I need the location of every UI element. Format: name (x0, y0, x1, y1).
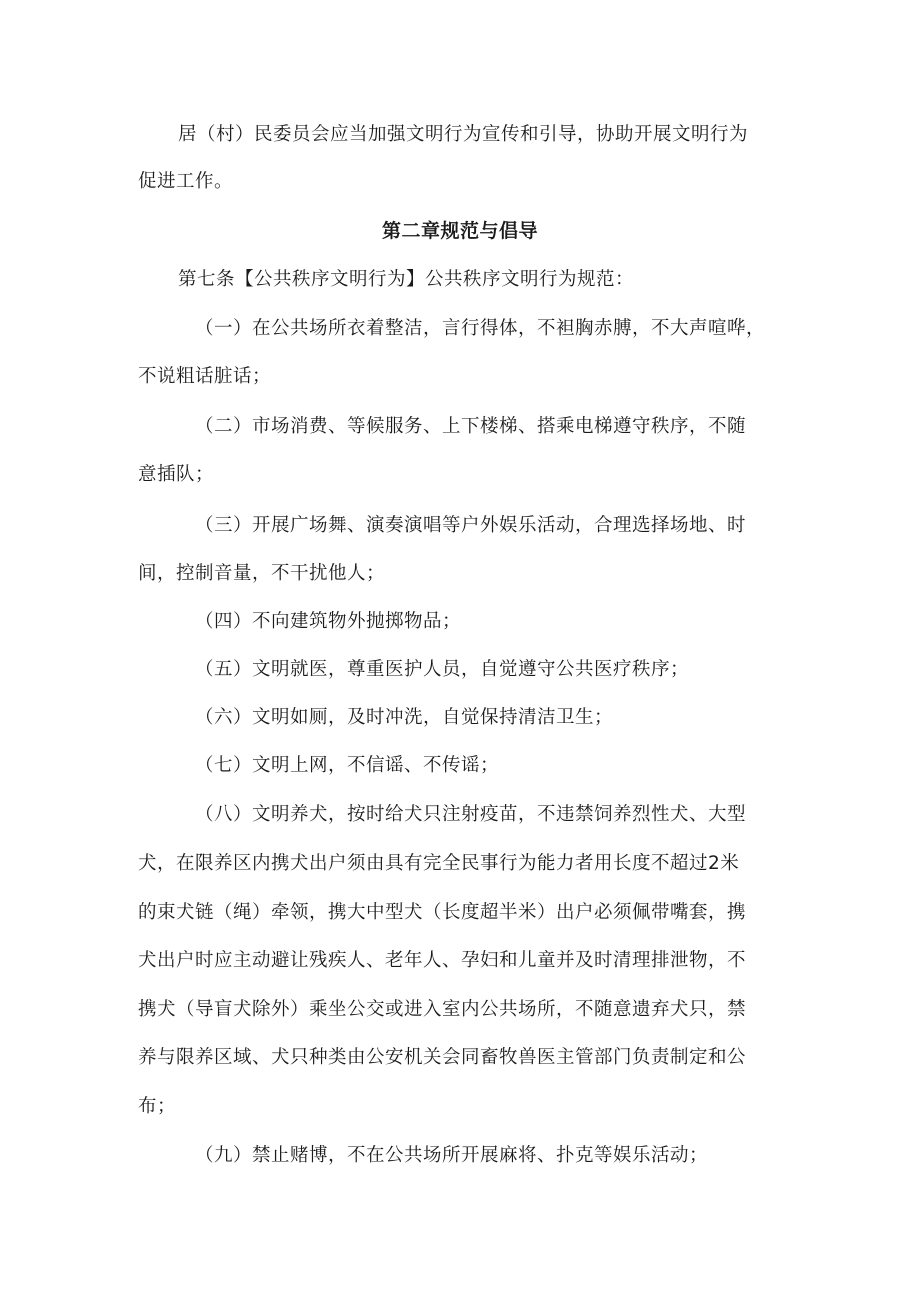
list-item-line: （五）文明就医，尊重医护人员，自觉遵守公共医疗秩序； (195, 659, 690, 680)
article-heading-line: 第七条【公共秩序文明行为】公共秩序文明行为规范： (178, 269, 635, 290)
list-item-line: 养与限养区域、犬只种类由公安机关会同畜牧兽医主管部门负责制定和公 (138, 1047, 747, 1068)
list-item-line: （七）文明上网，不信谣、不传谣； (195, 755, 500, 776)
list-item-line: 意插队； (138, 464, 215, 485)
list-item-line: （三）开展广场舞、演奏演唱等户外娱乐活动，合理选择场地、时 (195, 515, 747, 536)
list-item-line: （九）禁止赌博，不在公共场所开展麻将、扑克等娱乐活动； (195, 1145, 709, 1166)
list-item-line: （二）市场消费、等候服务、上下楼梯、搭乘电梯遵守秩序，不随 (195, 416, 747, 437)
list-item-line: （一）在公共场所衣着整洁，言行得体，不袒胸赤膊，不大声喧哗， (195, 318, 766, 339)
list-item-line: 犬，在限养区内携犬出户须由具有完全民事行为能力者用长度不超过2米 (138, 853, 740, 874)
list-item-line: （四）不向建筑物外抛掷物品； (195, 611, 462, 632)
paragraph-line: 促进工作。 (138, 171, 234, 192)
list-item-line: （六）文明如厕，及时冲洗，自觉保持清洁卫生； (195, 707, 614, 728)
list-item-line: 的束犬链（绳）牵领，携大中型犬（长度超半米）出户必须佩带嘴套，携 (138, 902, 747, 923)
list-item-line: （八）文明养犬，按时给犬只注射疫苗，不违禁饲养烈性犬、大型 (195, 804, 747, 825)
list-item-line: 间，控制音量，不干扰他人； (138, 563, 386, 584)
chapter-heading: 第二章规范与倡导 (381, 220, 538, 242)
list-item-line: 不说粗话脏话； (138, 366, 272, 387)
list-item-line: 布； (138, 1096, 177, 1117)
paragraph-line: 居（村）民委员会应当加强文明行为宣传和引导，协助开展文明行为 (178, 124, 749, 145)
list-item-line: 犬出户时应主动避让残疾人、老年人、孕妇和儿童并及时清理排泄物，不 (138, 950, 747, 971)
list-item-line: 携犬（导盲犬除外）乘坐公交或进入室内公共场所，不随意遗弃犬只，禁 (138, 999, 747, 1020)
